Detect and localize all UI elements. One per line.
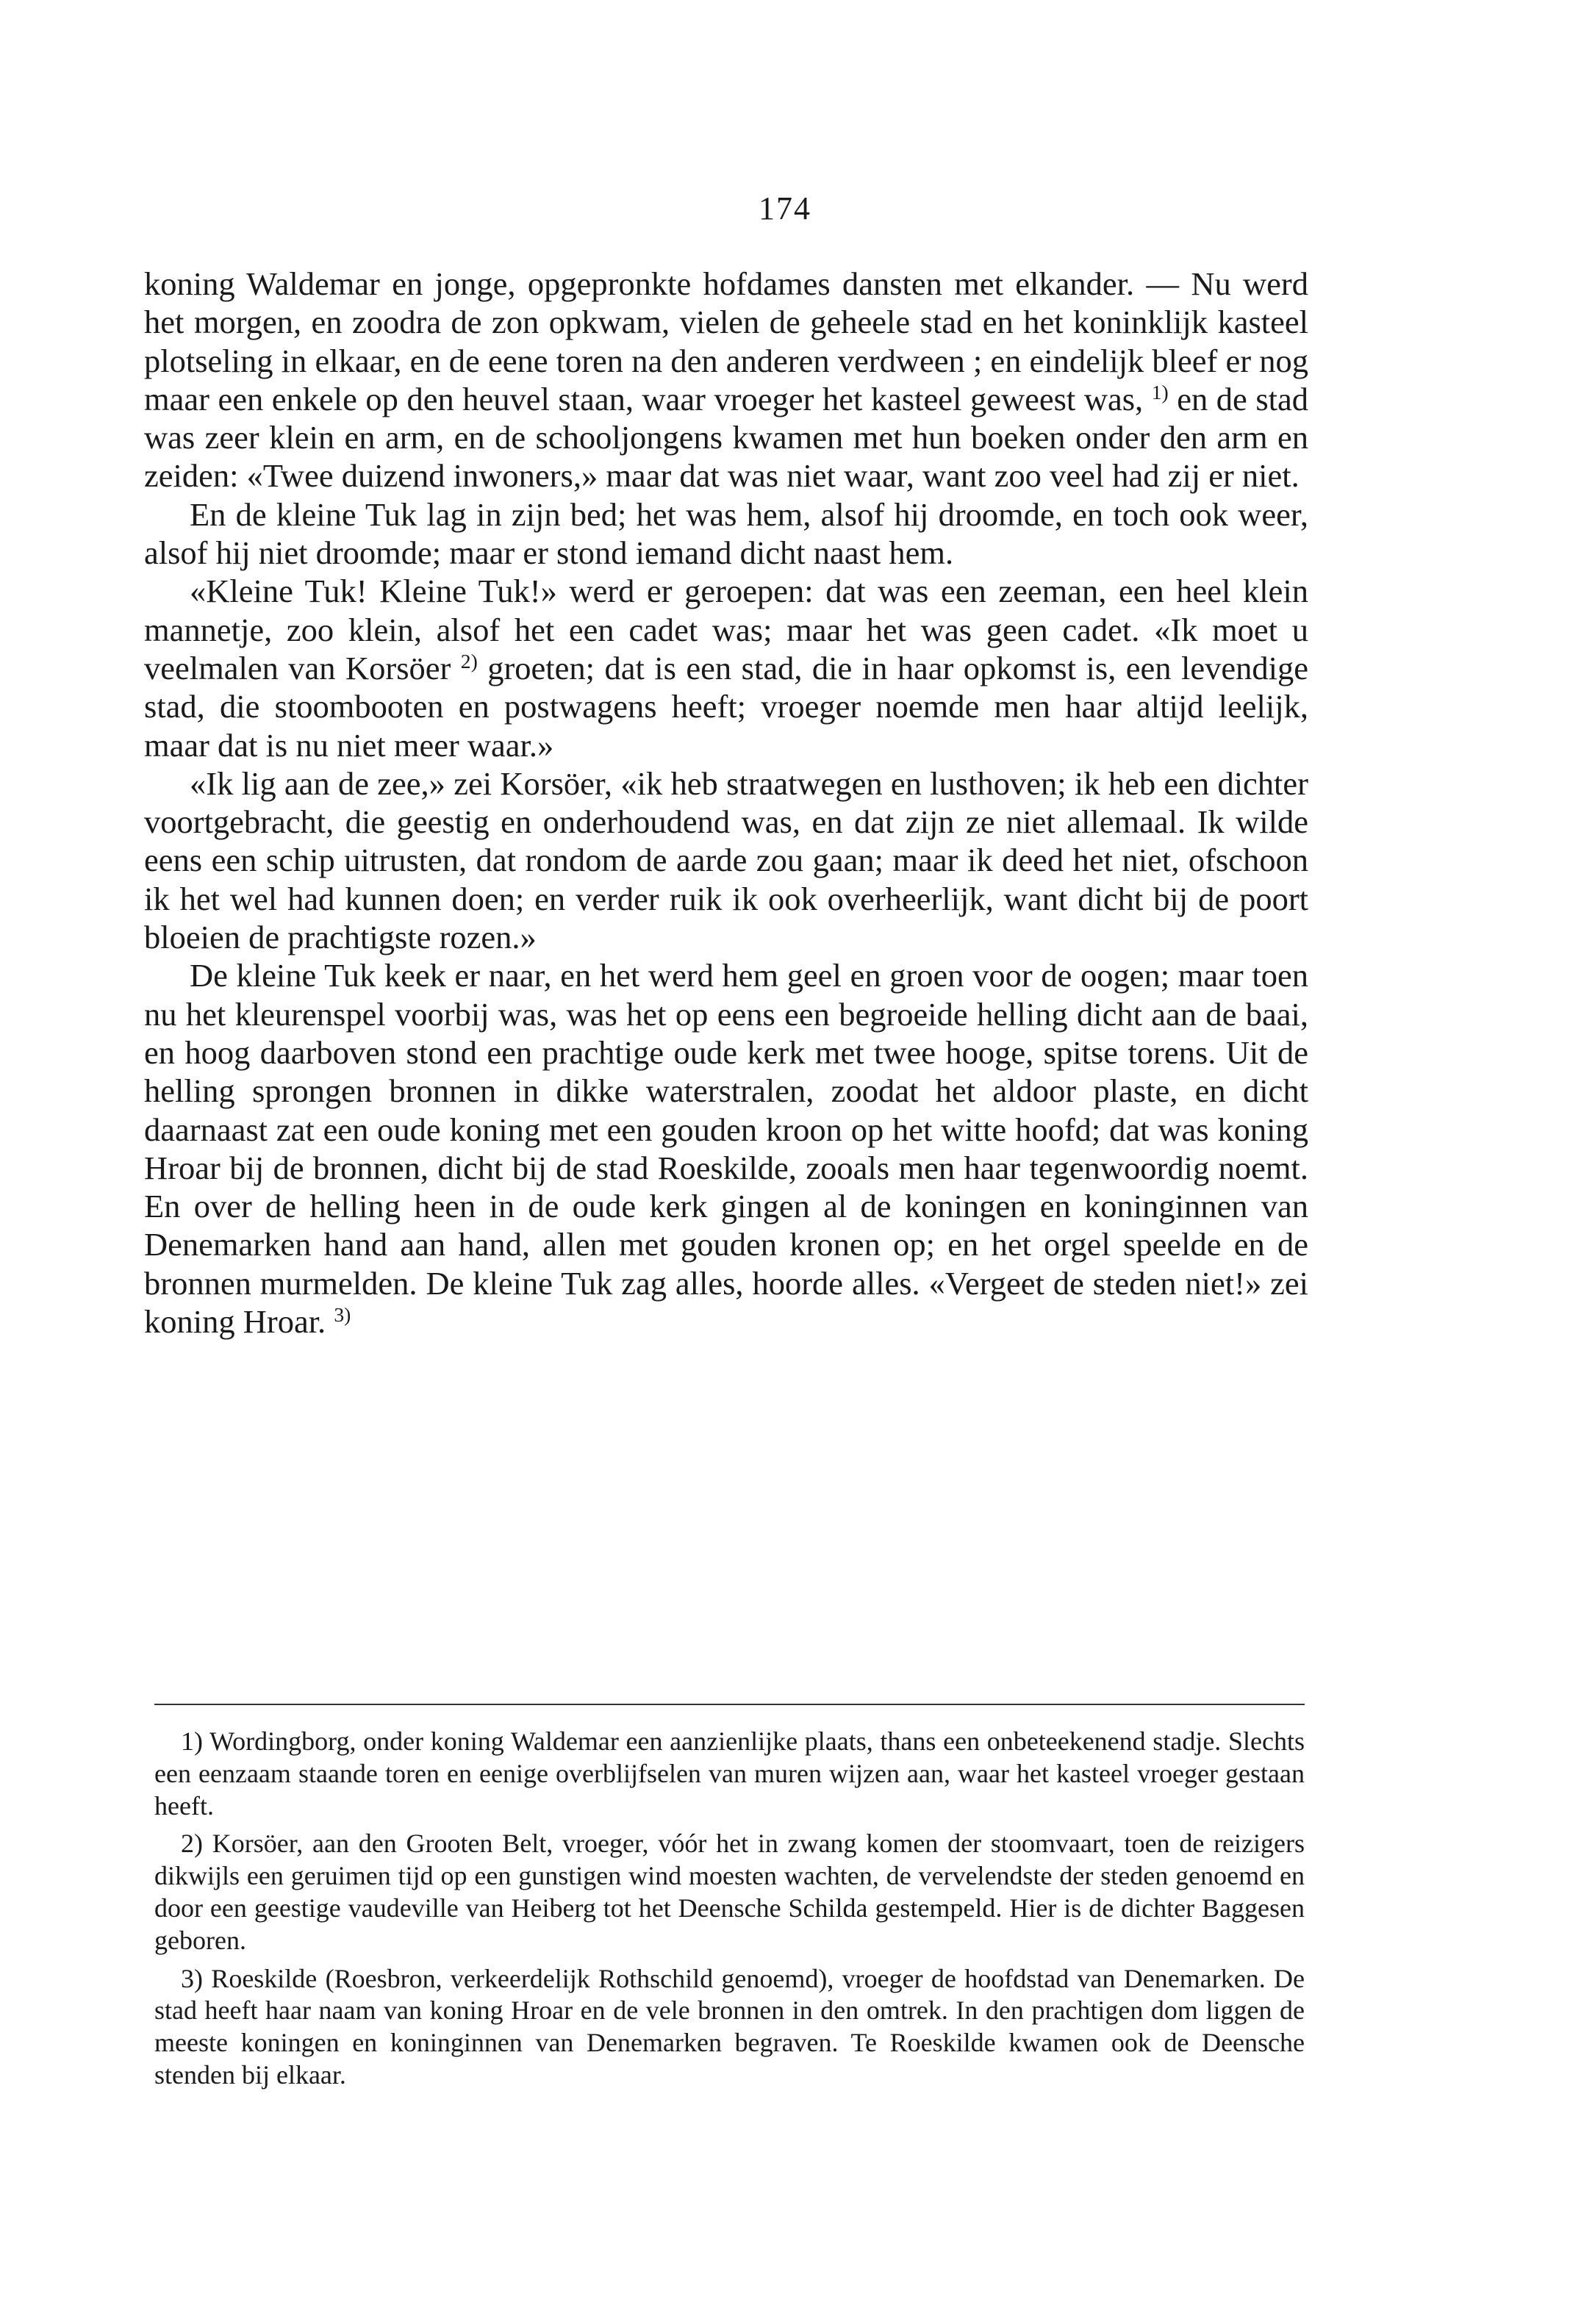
footnote-ref-2: 2) xyxy=(460,649,478,673)
footnote-1: 1) Wordingborg, onder koning Waldemar een aanzienlijke plaats, thans een onbeteekenend stadje. Slechts een eenzaam staande toren en eenige overblijfselen van muren wijzen aan, waar het kasteel vroeger gestaan heeft. xyxy=(154,1726,1305,1821)
paragraph-5 xyxy=(144,956,1308,1341)
paragraph-1 xyxy=(144,265,1308,495)
paragraph-3-text-b: groeten; dat is een stad, die in haar opkomst is, een levendige stad, die stoombooten en postwagens heeft; vroeger noemde men haar altijd leelijk, maar dat is nu niet meer waar.» xyxy=(144,649,1308,764)
footnote-divider xyxy=(154,1704,1305,1705)
paragraph-5-text: De kleine Tuk keek er naar, en het werd hem geel en groen voor de oogen; maar toen nu het kleurenspel voorbij was, was het op eens een begroeide helling dicht aan de baai, en hoog daarboven stond een prachtige oude kerk met twee hooge, spitse torens. Uit de helling sprongen bronnen in dikke waterstralen, zoodat het aldoor plaste, en dicht daarnaast zat een oude koning met een gouden kroon op het witte hoofd; dat was koning Hroar bij de bronnen, dicht bij de stad Roeskilde, zooals men haar tegenwoordig noemt. En over de helling heen in de oude kerk gingen al de koningen en koninginnen van Denemarken hand aan hand, allen met gouden kronen op; en het orgel speelde en de bronnen murmelden. De kleine Tuk zag alles, hoorde alles. «Vergeet de steden niet!» zei koning Hroar. xyxy=(144,957,1308,1341)
footnote-3: 3) Roeskilde (Roesbron, verkeerdelijk Rothschild genoemd), vroeger de hoofdstad van Denemarken. De stad heeft haar naam van koning Hroar en de vele bronnen in den omtrek. In den prachtigen dom liggen de meeste koningen en koninginnen van Denemarken begraven. Te Roeskilde kwamen ook de Deensche stenden bij elkaar. xyxy=(154,1963,1305,2090)
paragraph-1-text-a: koning Waldemar en jonge, opgepronkte hofdames dansten met elkander. — Nu werd het morgen, en zoodra de zon opkwam, vielen de geheele stad en het koninklijk kasteel plotseling in elkaar, en de eene toren na den anderen verdween ; en eindelijk bleef er nog maar een enkele op den heuvel staan, waar vroeger het kasteel geweest was, xyxy=(144,265,1308,417)
footnotes xyxy=(154,1726,1305,2098)
footnote-ref-3: 3) xyxy=(334,1302,351,1326)
paragraph-2: En de kleine Tuk lag in zijn bed; het was hem, alsof hij droomde, en toch ook weer, alsof hij niet droomde; maar er stond iemand dicht naast hem. xyxy=(144,495,1308,572)
footnote-2: 2) Korsöer, aan den Grooten Belt, vroeger, vóór het in zwang komen der stoomvaart, toen de reizigers dikwijls een geruimen tijd op een gunstigen wind moesten wachten, de vervelendste der steden genoemd en door een geestige vaudeville van Heiberg tot het Deensche Schilda gestempeld. Hier is de dichter Baggesen geboren. xyxy=(154,1829,1305,1955)
paragraph-3-text-a: «Kleine Tuk! Kleine Tuk!» werd er geroepen: dat was een zeeman, een heel klein mannetje, zoo klein, alsof het een cadet was; maar het was geen cadet. «Ik moet u veelmalen van Korsöer xyxy=(144,573,1308,686)
paragraph-3 xyxy=(144,572,1308,764)
footnote-ref-1: 1) xyxy=(1151,380,1169,404)
page-number: 174 xyxy=(759,190,811,226)
paragraph-4: «Ik lig aan de zee,» zei Korsöer, «ik heb straatwegen en lusthoven; ik heb een dichter voortgebracht, die geestig en onderhoudend was, en dat zijn ze niet allemaal. Ik wilde eens een schip uitrusten, dat rondom de aarde zou gaan; maar ik deed het niet, ofschoon ik het wel had kunnen doen; en verder ruik ik ook overheerlijk, want dicht bij de poort bloeien de prachtigste rozen.» xyxy=(144,764,1308,956)
paragraph-1-text-b: en de stad was zeer klein en arm, en de schooljongens kwamen met hun boeken onder den arm en zeiden: «Twee duizend inwoners,» maar dat was niet waar, want zoo veel had zij er niet. xyxy=(144,380,1309,495)
main-text xyxy=(144,265,1308,1341)
